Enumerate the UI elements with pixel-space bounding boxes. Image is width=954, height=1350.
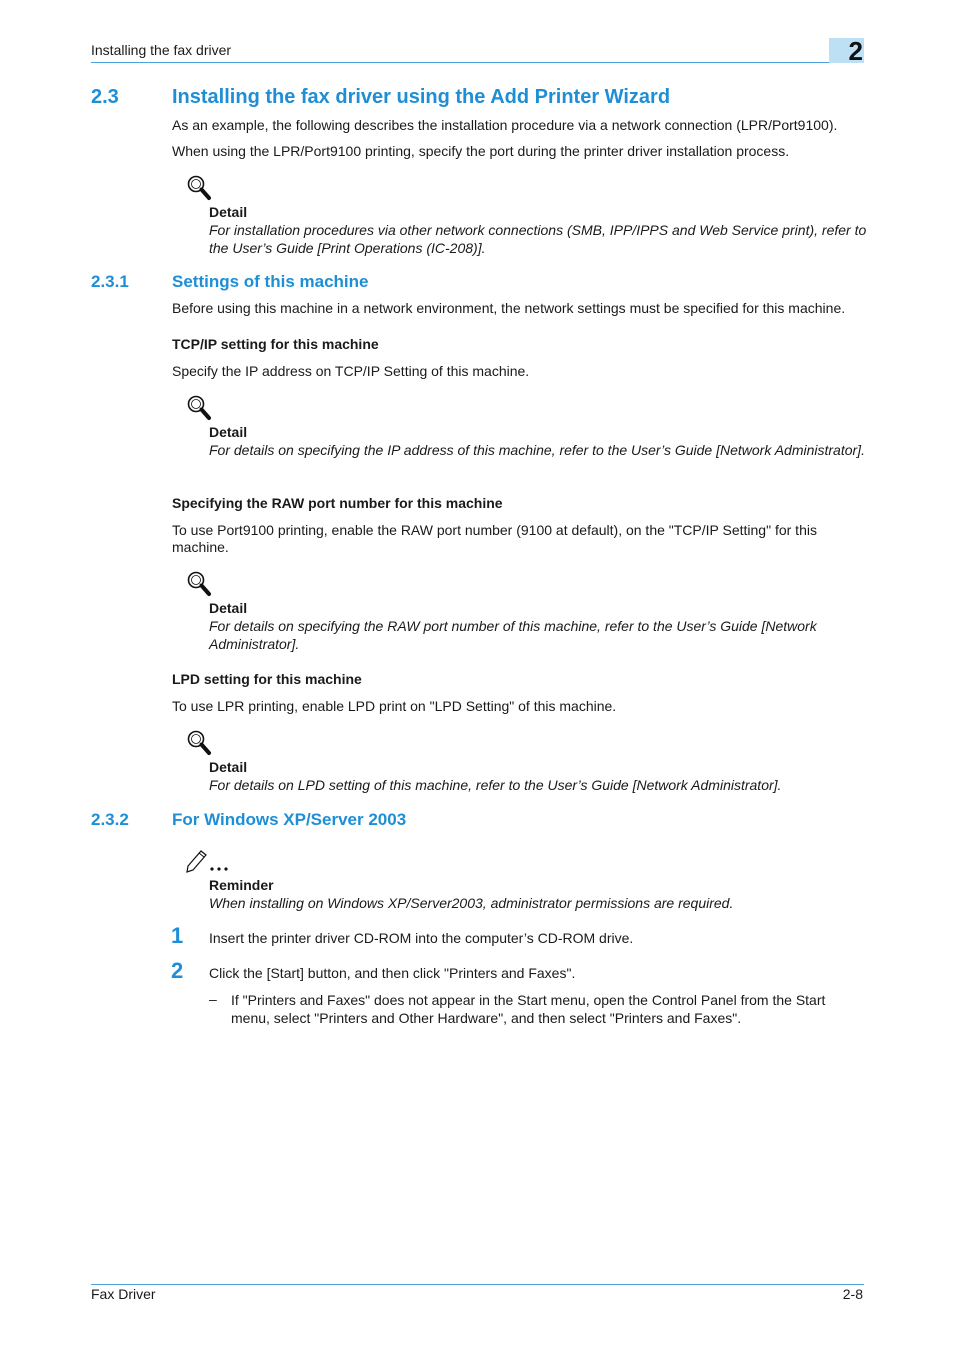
step-text: Insert the printer driver CD-ROM into the computer’s CD-ROM drive. [209,930,634,946]
detail-text: For installation procedures via other network connections (SMB, IPP/IPPS and Web Service print), refer to the User’s Guide [Print Operations (IC-208)]. [209,222,867,256]
tcpip-heading: TCP/IP setting for this machine [172,336,379,352]
chapter-tab [829,36,864,66]
subsection-paragraph: Before using this machine in a network environment, the network settings must be specified for this machine. [172,300,846,316]
subsection-title: Settings of this machine [172,272,369,291]
footer-title: Fax Driver [91,1286,156,1302]
detail-text: For details on specifying the IP address of this machine, refer to the User’s Guide [Network Administrator]. [209,442,865,458]
tcpip-paragraph: Specify the IP address on TCP/IP Setting of this machine. [172,363,530,379]
lpd-paragraph: To use LPR printing, enable LPD print on "LPD Setting" of this machine. [172,698,617,714]
running-header: Installing the fax driver [91,42,232,58]
magnifier-icon [186,174,212,202]
sub-bullet-text: If "Printers and Faxes" does not appear in the Start menu, open the Control Panel from the Start menu, select "Printers and Other Hardware", and then select "Printers and Faxes". [231,992,826,1026]
reminder-label: Reminder [209,877,274,893]
subsection-number: 2.3.1 [91,272,129,291]
intro-paragraph-1: As an example, the following describes the installation procedure via a network connection (LPR/Port9100). [172,117,838,133]
detail-label: Detail [209,204,248,220]
step-text: Click the [Start] button, and then click "Printers and Faxes". [209,965,576,981]
subsection-number: 2.3.2 [91,810,129,829]
header-rule [91,62,829,63]
detail-label: Detail [209,759,248,775]
magnifier-icon [186,570,212,598]
section-title: Installing the fax driver using the Add Printer Wizard [172,86,671,108]
footer-rule [91,1284,864,1285]
subsection-title: For Windows XP/Server 2003 [172,810,407,829]
page-number: 2-8 [842,1286,863,1302]
step-number: 1 [171,923,184,948]
magnifier-icon [186,394,212,422]
sub-bullet-dash: – [209,991,217,1007]
raw-port-paragraph: To use Port9100 printing, enable the RAW port number (9100 at default), on the "TCP/IP Setting" for this machine. [172,522,817,555]
section-number: 2.3 [91,86,119,108]
detail-label: Detail [209,600,248,616]
lpd-heading: LPD setting for this machine [172,671,362,687]
intro-paragraph-2: When using the LPR/Port9100 printing, specify the port during the printer driver installation process. [172,143,790,159]
detail-label: Detail [209,424,248,440]
detail-text: For details on specifying the RAW port number of this machine, refer to the User’s Guide [Network Administrator]. [209,618,817,652]
magnifier-icon [186,729,212,757]
pencil-icon [186,846,232,874]
raw-port-heading: Specifying the RAW port number for this machine [172,495,503,511]
detail-text: For details on LPD setting of this machine, refer to the User’s Guide [Network Administrator]. [209,777,782,793]
chapter-number: 2 [848,36,863,66]
step-number: 2 [171,958,184,983]
reminder-text: When installing on Windows XP/Server2003, administrator permissions are required. [209,895,734,911]
